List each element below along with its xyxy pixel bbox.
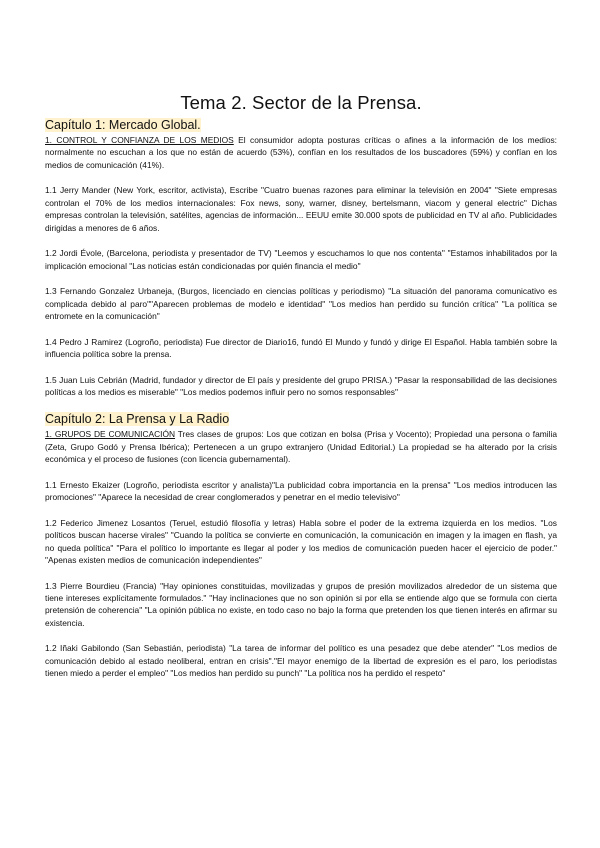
paragraph-2-3: 1.3 Pierre Bourdieu (Francia) "Hay opiniones constituidas, movilizadas y grupos de presión movilizados alrededor de un sistema que tiene intereses explícitamente formulados." "Hay inclinaciones que no son opinión si por ella se entiende algo que se formula con cierta pretensión de coherencia" "La opinión pública no existe, en todo caso no bajo la forma que pretenden los que tienen interés en afirmar su existencia. (45, 580, 557, 628)
chapter-2-heading-text: Capítulo 2: La Prensa y La Radio (45, 412, 230, 427)
chapter-2-intro (45, 428, 557, 465)
chapter-1-heading-text: Capítulo 1: Mercado Global. (45, 118, 201, 132)
chapter-1-intro-text: El consumidor adopta posturas críticas o afines a la información de los medios: normalmente no escuchan a los que no están de acuerdo (53%), confían en los resultados de los buscadores (59%) y confían en los medios de comunicación (41%). (45, 135, 557, 170)
paragraph-1-4: 1.4 Pedro J Ramirez (Logroño, periodista) Fue director de Diario16, fundó El Mundo y fundó y dirige El Español. Habla también sobre la influencia política sobre la prensa. (45, 336, 557, 360)
paragraph-1-1: 1.1 Jerry Mander (New York, escritor, activista), Escribe "Cuatro buenas razones para eliminar la televisión en 2004" "Siete empresas controlan el 70% de los medios internacionales: Fox news, sony, warner, disney, bertelsmann, viacom y general electric" Dichas empresas controlan la televisión, satélites, agencias de información... EEUU emite 30.000 spots de publicidad en TV al año. Publicidades dirigidas a menores de 6 años. (45, 185, 557, 233)
paragraph-2-4: 1.2 Iñaki Gabilondo (San Sebastián, periodista) "La tarea de informar del político es una pesadez que debe atender" "Los medios de comunicación debido al estado neoliberal, entran en crisis"."El mayor enemigo de la libertad de expresión es el paro, los periodistas tienen miedo a perder el empleo" "Los medios han perdido su punch" "La política nos ha perdido el respeto" (45, 643, 557, 679)
paragraph-1-2: 1.2 Jordi Évole, (Barcelona, periodista y presentador de TV) "Leemos y escuchamos lo que nos contenta" "Estamos inhabilitados por la implicación emocional "Las noticias están condicionadas por quién financia el medio" (45, 248, 557, 271)
paragraph-2-2: 1.2 Federico Jimenez Losantos (Teruel, estudió filosofía y letras) Habla sobre el poder de la extrema izquierda en los medios. "Los políticos buscan hacerse virales" "Cuando la política se convierte en comunicación, la comunicación en imagen y la imagen en flash, ya no queda política" "Para el político lo importante es llegar al poder y los medios de comunicación pueden hacer el ejercicio de poder." "Apenas existen medios de comunicación independientes" (45, 517, 557, 566)
chapter-2-intro-label: 1. GRUPOS DE COMUNICACIÓN (45, 429, 176, 440)
paragraph-2-1: 1.1 Ernesto Ekaizer (Logroño, periodista escritor y analista)"La publicidad cobra importancia en la prensa" "Los medios introducen las promociones" "Aparece la necesidad de crear conglomerados y penetrar en el medio televisivo" (45, 479, 557, 503)
chapter-1-intro-label: 1. CONTROL Y CONFIANZA DE LOS MEDIOS (45, 135, 234, 145)
chapter-2-heading (45, 412, 557, 426)
document-title: Tema 2. Sector de la Prensa. (180, 92, 422, 113)
paragraph-1-5: 1.5 Juan Luis Cebrián (Madrid, fundador y director de El país y presidente del grupo PRISA.) "Pasar la responsabilidad de las decisiones políticas a los medios es miserable" "Los medios podemos influir pero no somos responsables" (45, 374, 557, 398)
document-page (45, 92, 557, 693)
paragraph-1-3: 1.3 Fernando Gonzalez Urbaneja, (Burgos, licenciado en ciencias políticas y periodismo) "La situación del panorama comunicativo es complicada debido al paro""Aparecen problemas de modelo e identidad" "Los medios han perdido su función crítica" "La política se entromete en la comunicación" (45, 286, 557, 322)
chapter-1-intro (45, 134, 557, 171)
chapter-1-heading (45, 118, 557, 132)
chapter-2-intro-text: Tres clases de grupos: Los que cotizan en bolsa (Prisa y Vocento); Propiedad una persona o familia (Zeta, Grupo Godó y Prensa Ibérica); Pertenecen a un grupo extranjero (Unidad Editorial.) La propiedad se ha alterado por la crisis económica y el proceso de fusiones (con licencia gubernamental). (45, 429, 557, 465)
